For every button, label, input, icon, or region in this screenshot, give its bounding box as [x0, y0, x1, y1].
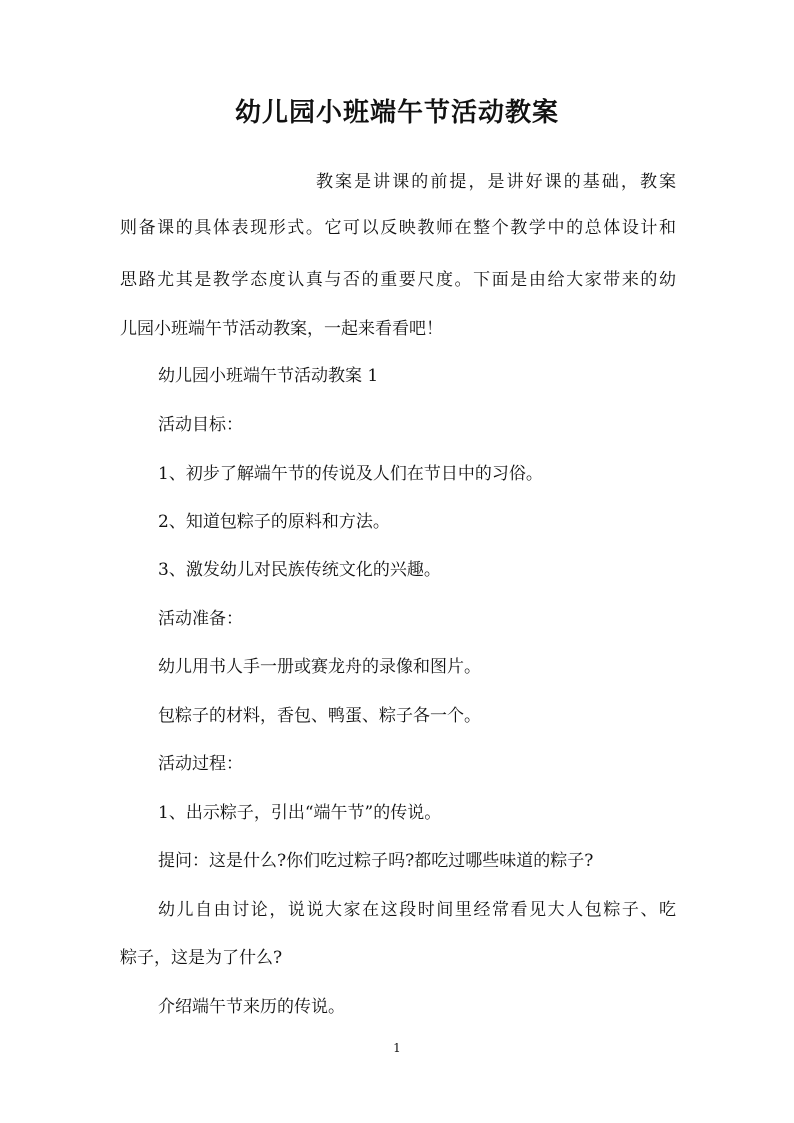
prep-item-2: 包粽子的材料，香包、鸭蛋、粽子各一个。: [158, 706, 481, 726]
process-step-1: 1、出示粽子，引出“端午节”的传说。: [158, 803, 442, 823]
process-heading: 活动过程：: [158, 754, 243, 774]
goal-item-1: 1、初步了解端午节的传说及人们在节日中的习俗。: [158, 464, 543, 484]
page-number: 1: [393, 1041, 401, 1055]
prep-heading: 活动准备：: [158, 609, 243, 629]
goal-item-2: 2、知道包粽子的原料和方法。: [158, 512, 390, 532]
document-title: 幼儿园小班端午节活动教案: [234, 98, 559, 128]
intro-line-1: 教案是讲课的前提，是讲好课的基础，教案: [316, 172, 676, 192]
process-question: 提问：这是什么?你们吃过粽子吗?都吃过哪些味道的粽子?: [158, 851, 594, 871]
goals-heading: 活动目标：: [158, 415, 243, 435]
intro-line-4: 儿园小班端午节活动教案，一起来看看吧！: [120, 319, 443, 339]
intro-line-3: 思路尤其是教学态度认真与否的重要尺度。下面是由给大家带来的幼: [120, 270, 676, 290]
process-discussion-line-1: 幼儿自由讨论，说说大家在这段时间里经常看见大人包粽子、吃: [158, 900, 676, 920]
intro-line-2: 则备课的具体表现形式。它可以反映教师在整个教学中的总体设计和: [120, 218, 676, 238]
process-legend-intro: 介绍端午节来历的传说。: [158, 997, 345, 1017]
process-discussion-line-2: 粽子，这是为了什么?: [120, 948, 283, 968]
section-title: 幼儿园小班端午节活动教案 1: [158, 366, 379, 386]
prep-item-1: 幼儿用书人手一册或赛龙舟的录像和图片。: [158, 657, 481, 677]
goal-item-3: 3、激发幼儿对民族传统文化的兴趣。: [158, 560, 441, 580]
